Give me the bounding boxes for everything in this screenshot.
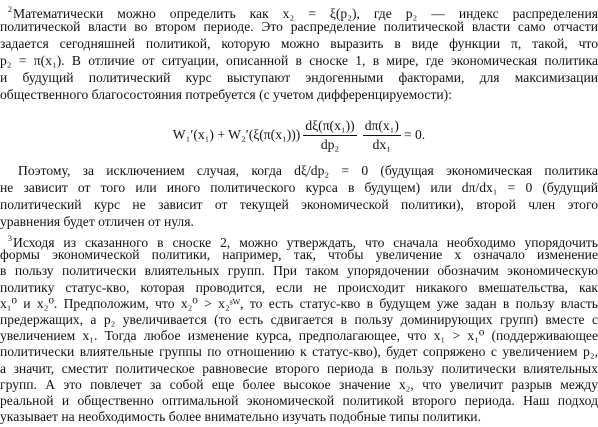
formula-fraction-1	[303, 118, 356, 153]
footnote-2-line-2: политической власти во втором периоде. Это распределение политической власти само отчасти	[0, 19, 598, 34]
footnote-2-line-5: и будущий политический курс выступают эндогенными факторами, для максимизации	[0, 70, 598, 85]
footnote-2-line-3: задается сегодняшней политикой, которую можно выразить в виде функции π, такой, что	[0, 36, 598, 51]
formula-fraction-2	[363, 118, 401, 153]
display-formula	[0, 110, 598, 160]
footnote-3-line-11: реальной и общественно оптимальной экономической политикой второго периода. Наш подход	[0, 393, 598, 408]
formula-fraction-1-denominator: dp₂	[320, 136, 340, 152]
footnote-2-number: 2	[8, 5, 12, 14]
footnote-3-line-8: политически влиятельные группы по отношению к статус-кво), будет сопряжено с увеличением p₂,	[0, 344, 598, 360]
footnote-3-line-10: групп. А это повлечет за собой еще более высокое значение x₂, что увеличит разрыв между	[0, 376, 598, 392]
after-formula-line-3: политический курс не зависит от текущей экономической политики), второй член этого	[0, 197, 598, 212]
footnote-2-line-4: p₂ = π(x₁). В отличие от ситуации, описанной в сноске 1, в мире, где экономическая политика	[0, 53, 598, 68]
footnote-3-line-4: политику статус-кво, которая проводится, если не происходит никакого вмешательства, как	[0, 279, 598, 295]
formula-fraction-2-denominator: dx₁	[372, 136, 391, 152]
footnote-3-number: 3	[8, 234, 12, 243]
formula-fraction-1-numerator: dξ(π(x₁))	[303, 118, 356, 136]
formula-lhs: W₁′(x₁) + W₂′(ξ(π(x₁)))	[172, 127, 301, 142]
footnote-3-line-6: предержащих, а p₂ увеличивается (то есть сдвигается в пользу доминирующих групп) вместе с	[0, 312, 598, 327]
footnote-3-line-7: увеличением x₁. Тогда любое изменение курса, предполагающее, что x₁ > x₁⁰ (поддерживающее	[0, 328, 598, 344]
formula-rhs: = 0.	[403, 127, 426, 142]
footnote-3-line-12: указывает на необходимость более внимательно изучать подобные типы политики.	[0, 409, 481, 425]
formula-fraction-2-numerator: dπ(x₁)	[363, 118, 401, 136]
footnote-3-line-3: в пользу политически влиятельных групп. При таком упорядочении обозначим экономическую	[0, 263, 598, 279]
after-formula-line-1: Поэтому, за исключением случая, когда dξ/dp₂ = 0 (будущая экономическая политика	[18, 163, 598, 178]
footnote-3-line-2: формы экономической политики, например, так, чтобы увеличение x означало изменение	[0, 247, 598, 263]
footnote-2-line-6: общественного благосостояния потребуется (с учетом дифференцируемости):	[0, 87, 452, 102]
footnote-3-line-5: x₁⁰ и x₂⁰. Предположим, что x₂⁰ > x₂ˢᵂ, то есть статус-кво в будущем уже задан в пользу власть	[0, 295, 598, 311]
footnote-2-line-1: $^2$Математически можно определить как x₂ = ξ(p₂), где p₂ — индекс распределения	[8, 5, 598, 21]
after-formula-line-4: уравнения будет отличен от нуля.	[0, 214, 194, 229]
footnote-3-line-9: а значит, сместит политическое равновесие второго периода в пользу политически влиятельных	[0, 360, 598, 376]
after-formula-line-2: не зависит от того или иного политического курса в будущем) или dπ/dx₁ = 0 (будущий	[0, 180, 598, 195]
footnote-3-line-1: $^3$Исходя из сказанного в сноске 2, можно утверждать, что сначала необходимо упорядочить	[8, 234, 598, 250]
